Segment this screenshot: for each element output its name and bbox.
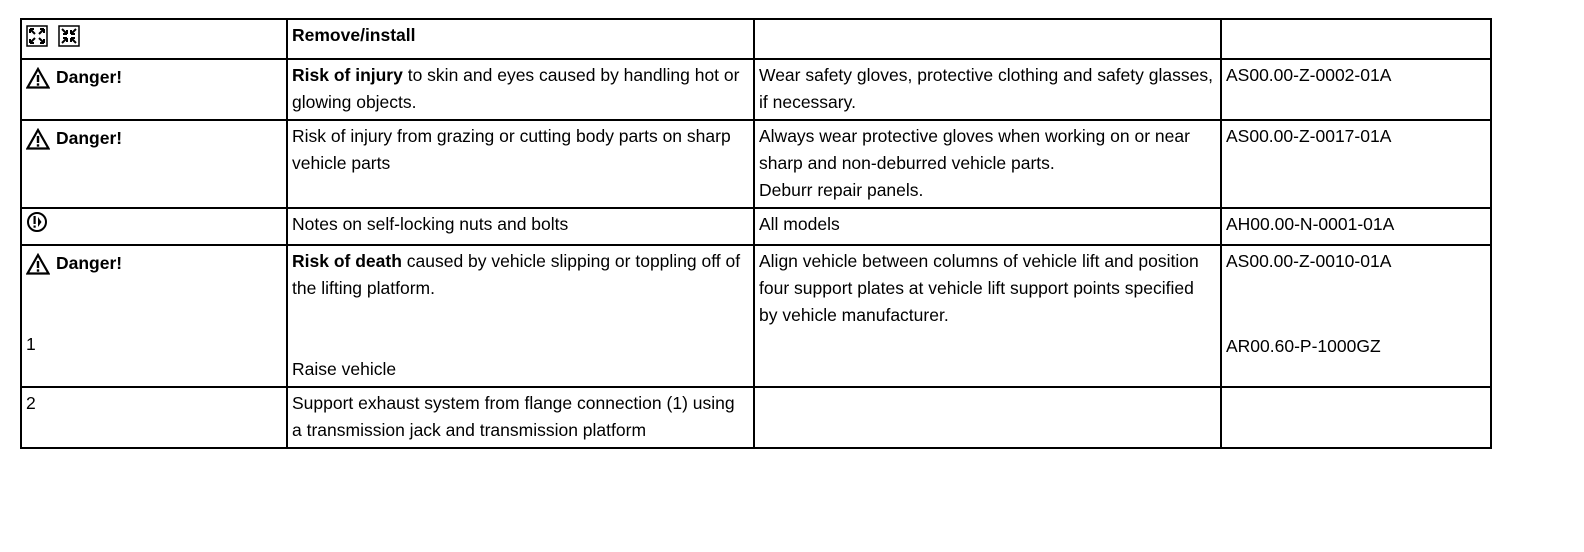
description-cell: Risk of injury from grazing or cutting body parts on sharp vehicle parts [287, 120, 754, 208]
warning-triangle-icon [26, 67, 50, 89]
step-text: Raise vehicle [292, 359, 397, 379]
table-row [21, 245, 1491, 387]
measure-cell [754, 387, 1221, 448]
reference-link[interactable]: AS00.00-Z-0010-01A [1226, 251, 1392, 271]
warning-triangle-icon [26, 253, 50, 275]
description-cell: Risk of injury to skin and eyes caused by handling hot or glowing objects. [287, 59, 754, 120]
reference-link[interactable]: AS00.00-Z-0002-01A [1221, 59, 1491, 120]
reference-cell [1221, 387, 1491, 448]
description-cell: Notes on self-locking nuts and bolts [287, 208, 754, 245]
table-header-row [21, 19, 1491, 59]
reference-link[interactable]: AR00.60-P-1000GZ [1226, 336, 1381, 356]
description-cell: Risk of death caused by vehicle slipping or toppling off of the lifting platform. Raise vehicle [287, 245, 754, 387]
collapse-icon[interactable] [58, 25, 80, 47]
danger-label: Danger! [26, 125, 282, 152]
table-row [21, 120, 1491, 208]
step-number: 2 [26, 393, 36, 413]
measure-cell: Wear safety gloves, protective clothing and safety glasses, if necessary. [754, 59, 1221, 120]
danger-label: Danger! [26, 250, 282, 277]
danger-label: Danger! [26, 64, 282, 91]
measure-cell: Always wear protective gloves when working on or near sharp and non-deburred vehicle parts. Deburr repair panels. [754, 120, 1221, 208]
header-icons-cell [21, 19, 287, 59]
table-row [21, 59, 1491, 120]
measure-cell: Align vehicle between columns of vehicle lift and position four support plates at vehicle lift support points specified by vehicle manufacturer. [754, 245, 1221, 387]
header-empty-cell [1221, 19, 1491, 59]
expand-icon[interactable] [26, 25, 48, 47]
header-title [287, 19, 754, 59]
reference-link[interactable]: AS00.00-Z-0017-01A [1221, 120, 1491, 208]
note-icon [26, 211, 48, 233]
header-empty-cell [754, 19, 1221, 59]
table-row [21, 208, 1491, 245]
table-row [21, 387, 1491, 448]
measure-cell: All models [754, 208, 1221, 245]
warning-triangle-icon [26, 128, 50, 150]
step-number: 1 [26, 334, 36, 354]
description-cell: Support exhaust system from flange connection (1) using a transmission jack and transmission platform [287, 387, 754, 448]
reference-link[interactable]: AH00.00-N-0001-01A [1221, 208, 1491, 245]
page-title: Remove/install [292, 25, 416, 45]
procedure-table [20, 18, 1492, 449]
